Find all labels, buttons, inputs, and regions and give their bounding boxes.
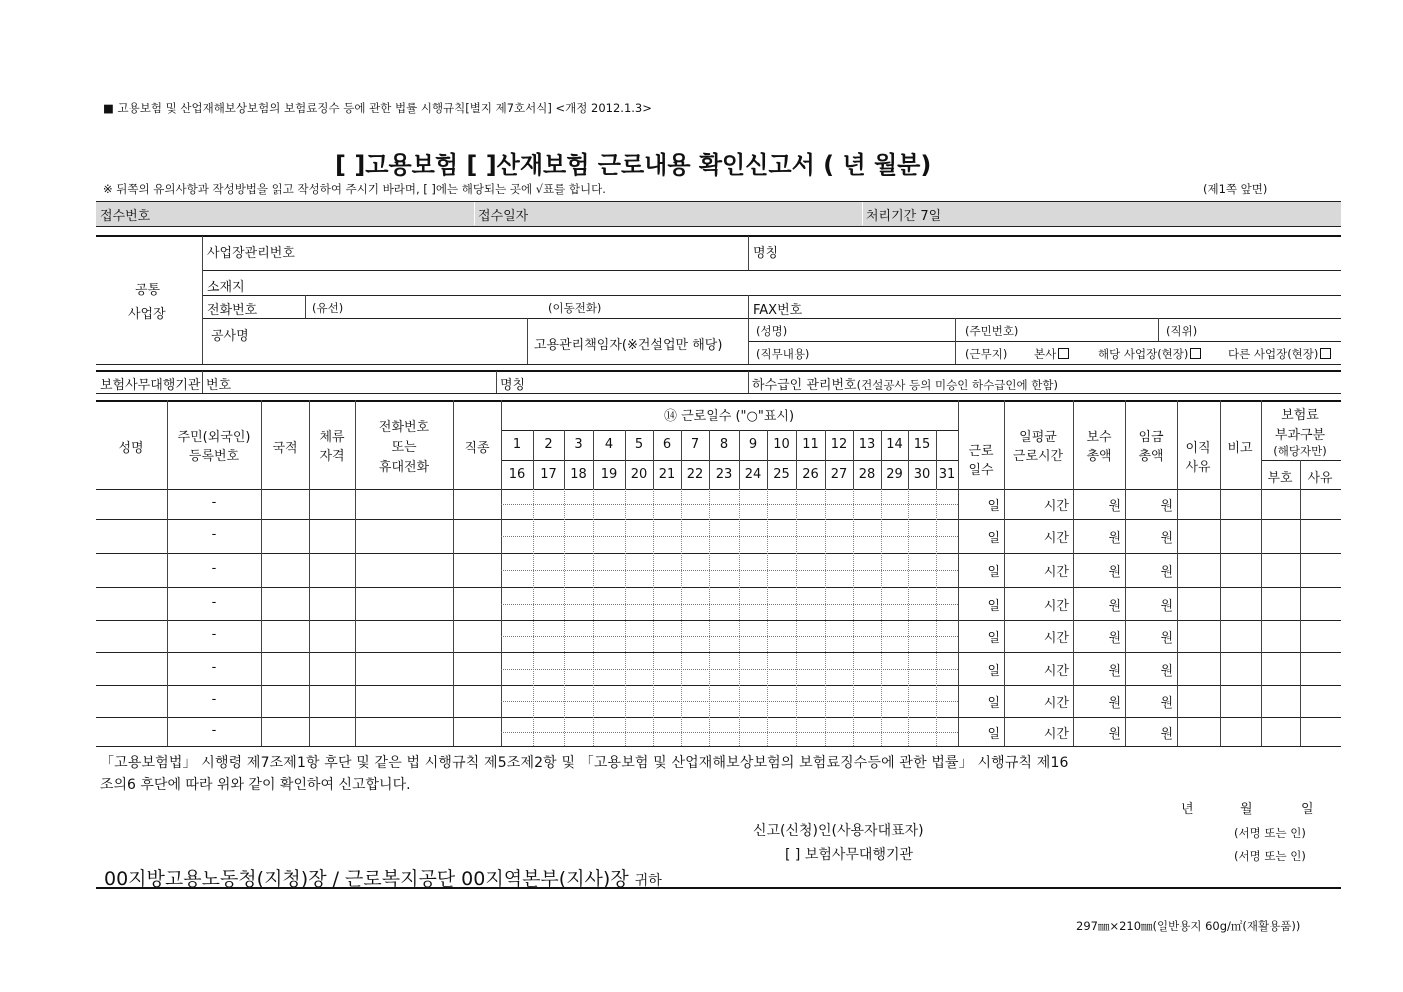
agency-signature-label: [ ] 보험사무대행기관 — [785, 847, 914, 863]
col-wage-header-2: 총액 — [1138, 449, 1164, 464]
row-hour-unit: 시간 — [1043, 696, 1069, 711]
landline-label: (유선) — [312, 301, 344, 315]
col-workdays-title: ⑭ 근로일수 ("○"표시) — [663, 409, 795, 424]
page-side-label: (제1쪽 앞면) — [1203, 182, 1268, 196]
project-name-label: 공사명 — [211, 329, 249, 344]
workplace-mgmt-no-label: 사업장관리번호 — [207, 246, 295, 261]
id-dash: - — [211, 495, 217, 510]
col-name-header: 성명 — [118, 441, 144, 456]
day-number: 26 — [802, 467, 819, 482]
day-number: 31 — [938, 467, 956, 482]
row-wage-unit: 원 — [1160, 599, 1173, 614]
day-number: 13 — [858, 437, 876, 452]
row-pay-unit: 원 — [1108, 565, 1121, 580]
row-day-unit: 일 — [987, 531, 1000, 546]
subcontract-note: (건설공사 등의 미승인 하수급인에 한함) — [856, 378, 1058, 392]
workplace-name-label: 명칭 — [753, 246, 779, 261]
col-insurance-code-header: 부호 — [1267, 471, 1293, 486]
day-number: 21 — [658, 467, 676, 482]
manager-name-label: (성명) — [756, 324, 788, 338]
row-day-unit: 일 — [987, 727, 1000, 742]
row-hour-unit: 시간 — [1043, 727, 1069, 742]
id-dash: - — [211, 627, 217, 642]
reporter-label: 신고(신청)인(사용자대표자) — [753, 823, 924, 839]
id-dash: - — [211, 527, 217, 542]
row-pay-unit: 원 — [1108, 727, 1121, 742]
col-insurance-header-3: (해당자만) — [1273, 444, 1327, 458]
row-hour-unit: 시간 — [1043, 499, 1069, 514]
col-leave-header-1: 이직 — [1185, 441, 1211, 456]
col-insurance-header-2: 부과구분 — [1274, 428, 1326, 443]
col-leave-header-2: 사유 — [1185, 460, 1211, 475]
day-number: 2 — [544, 437, 553, 452]
day-number: 24 — [744, 467, 762, 482]
location-other-checkbox[interactable] — [1320, 348, 1331, 359]
row-wage-unit: 원 — [1160, 565, 1173, 580]
day-number: 23 — [715, 467, 733, 482]
col-avg-hours-header-1: 일평균 — [1019, 430, 1057, 445]
col-stay-header-2: 자격 — [319, 449, 345, 464]
col-nationality-header: 국적 — [272, 441, 298, 456]
row-wage-unit: 원 — [1160, 531, 1173, 546]
manager-position-label: (직위) — [1166, 324, 1198, 338]
manager-location-label: (근무지) — [965, 347, 1008, 361]
agency-label: 보험사무대행기관 — [100, 378, 201, 393]
agency-number-label: 번호 — [206, 378, 232, 393]
col-workdays-header-2: 일수 — [968, 463, 994, 478]
id-dash: - — [211, 595, 217, 610]
row-day-unit: 일 — [987, 696, 1000, 711]
col-job-header: 직종 — [464, 441, 490, 456]
col-avg-hours-header-2: 근로시간 — [1012, 449, 1064, 464]
location-site-label: 해당 사업장(현장) — [1098, 347, 1189, 361]
col-insurance-reason-header: 사유 — [1307, 471, 1333, 486]
col-id-header-1: 주민(외국인) — [177, 430, 251, 445]
workplace-section-label-1: 공통 — [135, 283, 161, 298]
id-dash: - — [211, 561, 217, 576]
receipt-date-label: 접수일자 — [478, 209, 529, 224]
row-hour-unit: 시간 — [1043, 531, 1069, 546]
row-day-unit: 일 — [987, 664, 1000, 679]
instruction-note: ※ 뒤쪽의 유의사항과 작성방법을 읽고 작성하여 주시기 바라며, [ ]에는 해당되는 곳에 √표를 합니다. — [103, 182, 606, 196]
col-note-header: 비고 — [1227, 441, 1253, 456]
row-pay-unit: 원 — [1108, 599, 1121, 614]
id-dash: - — [211, 692, 217, 707]
row-pay-unit: 원 — [1108, 499, 1121, 514]
day-number: 9 — [748, 437, 758, 452]
workplace-section-label-2: 사업장 — [128, 307, 166, 322]
col-workdays-header-1: 근로 — [968, 444, 994, 459]
day-number: 30 — [913, 467, 931, 482]
col-insurance-header-1: 보험료 — [1281, 408, 1319, 423]
agency-signature: (서명 또는 인) — [1234, 849, 1306, 863]
col-pay-header-1: 보수 — [1086, 430, 1112, 445]
location-hq-checkbox[interactable] — [1058, 348, 1069, 359]
addressee: 00지방고용노동청(지청)장 / 근로복지공단 00지역본부(지사)장 — [104, 868, 629, 890]
day-number: 6 — [662, 437, 672, 452]
col-id-header-2: 등록번호 — [188, 449, 240, 464]
row-hour-unit: 시간 — [1043, 565, 1069, 580]
day-number: 3 — [574, 437, 583, 452]
row-wage-unit: 원 — [1160, 631, 1173, 646]
manager-duty-label: (직무내용) — [756, 347, 810, 361]
day-number: 29 — [886, 467, 903, 482]
col-pay-header-2: 총액 — [1086, 449, 1112, 464]
day-number: 27 — [830, 467, 848, 482]
day-number: 28 — [858, 467, 876, 482]
day-number: 25 — [773, 467, 790, 482]
day-number: 12 — [830, 437, 848, 452]
row-wage-unit: 원 — [1160, 727, 1173, 742]
date-day-label: 일 — [1301, 802, 1314, 817]
row-day-unit: 일 — [987, 599, 1000, 614]
id-dash: - — [211, 723, 217, 738]
row-hour-unit: 시간 — [1043, 664, 1069, 679]
row-pay-unit: 원 — [1108, 696, 1121, 711]
row-pay-unit: 원 — [1108, 664, 1121, 679]
day-number: 20 — [630, 467, 648, 482]
day-number: 5 — [634, 437, 644, 452]
declaration-line-2: 조의6 후단에 따라 위와 같이 확인하여 신고합니다. — [100, 777, 411, 793]
row-day-unit: 일 — [987, 631, 1000, 646]
day-number: 22 — [686, 467, 704, 482]
row-hour-unit: 시간 — [1043, 631, 1069, 646]
workplace-address-label: 소재지 — [207, 280, 245, 295]
col-phone-header-2: 또는 — [391, 440, 417, 455]
location-site-checkbox[interactable] — [1190, 348, 1201, 359]
workplace-phone-label: 전화번호 — [207, 303, 258, 318]
row-wage-unit: 원 — [1160, 696, 1173, 711]
reporter-signature: (서명 또는 인) — [1234, 826, 1306, 840]
mobile-label: (이동전화) — [548, 301, 602, 315]
day-number: 1 — [512, 437, 522, 452]
row-pay-unit: 원 — [1108, 531, 1121, 546]
id-dash: - — [211, 660, 217, 675]
day-number: 8 — [719, 437, 729, 452]
declaration-line-1: 「고용보험법」 시행령 제7조제1항 후단 및 같은 법 시행규칙 제5조제2항 및 「고용보험 및 산업재해보상보험의 보험료징수등에 관한 법률」 시행규칙 제16 — [100, 755, 1069, 771]
receipt-number-label: 접수번호 — [100, 209, 151, 224]
day-number: 4 — [604, 437, 614, 452]
day-number: 19 — [600, 467, 618, 482]
row-day-unit: 일 — [987, 565, 1000, 580]
subcontract-label: 하수급인 관리번호 — [752, 378, 857, 393]
form-title: [ ]고용보험 [ ]산재보험 근로내용 확인신고서 ( 년 월분) — [335, 151, 932, 179]
row-day-unit: 일 — [987, 499, 1000, 514]
day-number: 18 — [570, 467, 587, 482]
day-number: 16 — [508, 467, 526, 482]
employment-manager-label: 고용관리책임자(※건설업만 해당) — [534, 338, 723, 353]
paper-spec: 297㎜×210㎜(일반용지 60g/㎡(재활용품)) — [1076, 919, 1301, 933]
day-number: 11 — [802, 437, 819, 452]
date-year-label: 년 — [1181, 802, 1194, 817]
row-wage-unit: 원 — [1160, 499, 1173, 514]
manager-id-label: (주민번호) — [965, 324, 1019, 338]
day-number: 14 — [886, 437, 903, 452]
col-wage-header-1: 임금 — [1138, 430, 1164, 445]
location-other-label: 다른 사업장(현장) — [1228, 347, 1319, 361]
row-hour-unit: 시간 — [1043, 599, 1069, 614]
fax-label: FAX번호 — [753, 303, 803, 318]
col-phone-header-3: 휴대전화 — [378, 460, 430, 475]
col-phone-header-1: 전화번호 — [378, 420, 430, 435]
day-number: 15 — [913, 437, 931, 452]
receipt-bar — [96, 201, 1341, 227]
form-reference: ■ 고용보험 및 산업재해보상보험의 보험료징수 등에 관한 법률 시행규칙[별지 제7호서식] <개정 2012.1.3> — [103, 101, 652, 115]
addressee-suffix: 귀하 — [634, 873, 662, 889]
day-number: 10 — [773, 437, 790, 452]
day-number: 17 — [540, 467, 557, 482]
row-wage-unit: 원 — [1160, 664, 1173, 679]
row-pay-unit: 원 — [1108, 631, 1121, 646]
processing-period-label: 처리기간 7일 — [866, 209, 942, 224]
location-hq-label: 본사 — [1034, 347, 1057, 361]
date-month-label: 월 — [1240, 802, 1253, 817]
col-stay-header-1: 체류 — [319, 430, 345, 445]
day-number: 7 — [690, 437, 700, 452]
agency-name-label: 명칭 — [500, 378, 526, 393]
